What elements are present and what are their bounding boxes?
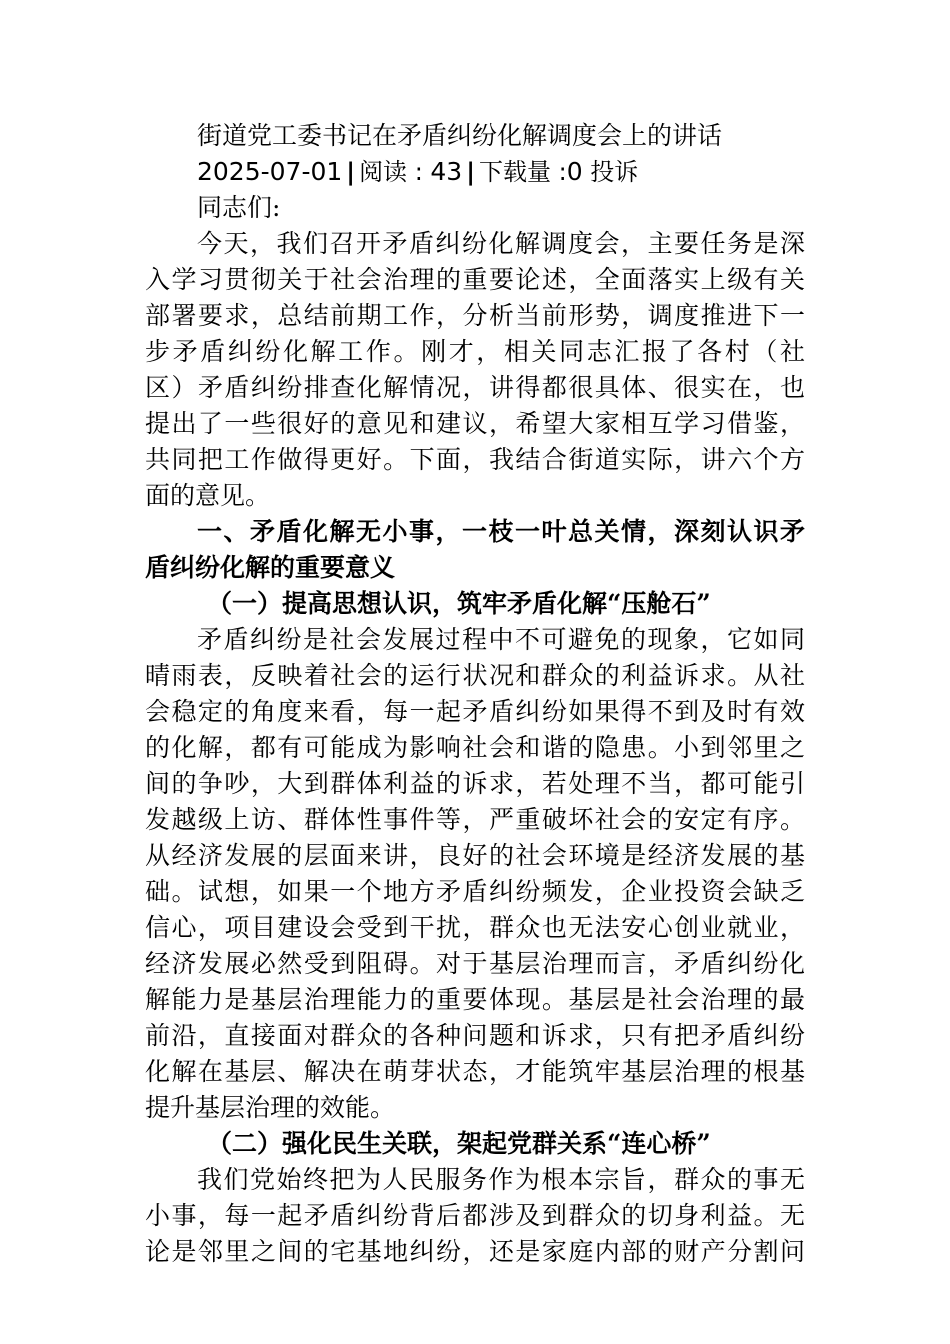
download-count: 0 — [566, 157, 583, 186]
read-count: 43 — [430, 157, 463, 186]
heading-line: 盾纠纷化解的重要意义 — [145, 553, 396, 582]
subsection-1-paragraph — [145, 622, 805, 1126]
read-label: 阅读 — [359, 158, 408, 186]
paragraph-line: 础。试想，如果一个地方矛盾纠纷频发，企业投资会缺乏 — [145, 877, 805, 906]
paragraph-line: 解能力是基层治理能力的重要体现。基层是社会治理的最 — [145, 985, 805, 1014]
paragraph-line: 论是邻里之间的宅基地纠纷，还是家庭内部的财产分割问 — [145, 1237, 805, 1266]
subsection-1-heading: （一）提高思想认识，筑牢矛盾化解“压舱石” — [207, 589, 711, 618]
paragraph-line: 的化解，都有可能成为影响社会和谐的隐患。小到邻里之 — [145, 733, 805, 762]
paragraph-line: 步矛盾纠纷化解工作。刚才，相关同志汇报了各村（社 — [145, 337, 805, 366]
paragraph-line: 共同把工作做得更好。下面，我结合街道实际，讲六个方 — [145, 445, 805, 474]
subsection-2-paragraph — [145, 1162, 805, 1270]
salutation: 同志们: — [197, 193, 281, 222]
document-meta: 2025-07-01 | 阅读 : 43 | 下载量 :0 投诉 — [197, 157, 639, 186]
paragraph-line: 面的意见。 — [145, 481, 271, 510]
heading-line: 一、矛盾化解无小事，一枝一叶总关情，深刻认识矛 — [197, 517, 805, 546]
paragraph-line: 小事，每一起矛盾纠纷背后都涉及到群众的切身利益。无 — [145, 1201, 805, 1230]
paragraph-line: 我们党始终把为人民服务作为根本宗旨，群众的事无 — [197, 1165, 805, 1194]
paragraph-line: 部署要求，总结前期工作，分析当前形势，调度推进下一 — [145, 301, 805, 330]
meta-separator: | — [346, 158, 356, 186]
paragraph-line: 会稳定的角度来看，每一起矛盾纠纷如果得不到及时有效 — [145, 697, 805, 726]
paragraph-line: 间的争吵，大到群体利益的诉求，若处理不当，都可能引 — [145, 769, 805, 798]
paragraph-line: 前沿，直接面对群众的各种问题和诉求，只有把矛盾纠纷 — [145, 1021, 805, 1050]
paragraph-line: 化解在基层、解决在萌芽状态，才能筑牢基层治理的根基 — [145, 1057, 805, 1086]
paragraph-line: 提升基层治理的效能。 — [145, 1093, 396, 1122]
publish-date: 2025-07-01 — [197, 157, 343, 186]
paragraph-line: 发越级上访、群体性事件等，严重破坏社会的安定有序。 — [145, 805, 805, 834]
paragraph-line: 区）矛盾纠纷排查化解情况，讲得都很具体、很实在，也 — [145, 373, 805, 402]
section-1-heading — [145, 514, 805, 586]
paragraph-line: 入学习贯彻关于社会治理的重要论述，全面落实上级有关 — [145, 265, 805, 294]
paragraph-line: 从经济发展的层面来讲，良好的社会环境是经济发展的基 — [145, 841, 805, 870]
document-title: 街道党工委书记在矛盾纠纷化解调度会上的讲话 — [197, 121, 723, 150]
download-label: 下载量 — [478, 158, 551, 186]
paragraph-line: 信心，项目建设会受到干扰，群众也无法安心创业就业， — [145, 913, 805, 942]
meta-separator: | — [466, 158, 475, 186]
paragraph-line: 晴雨表，反映着社会的运行状况和群众的利益诉求。从社 — [145, 661, 805, 690]
paragraph-line: 今天，我们召开矛盾纠纷化解调度会，主要任务是深 — [197, 229, 805, 258]
subsection-2-heading: （二）强化民生关联，架起党群关系“连心桥” — [207, 1129, 711, 1158]
intro-paragraph — [145, 226, 805, 514]
paragraph-line: 矛盾纠纷是社会发展过程中不可避免的现象，它如同 — [197, 625, 805, 654]
document-page — [145, 118, 805, 1270]
paragraph-line: 经济发展必然受到阻碍。对于基层治理而言，矛盾纠纷化 — [145, 949, 805, 978]
paragraph-line: 提出了一些很好的意见和建议，希望大家相互学习借鉴， — [145, 409, 805, 438]
complaint-link[interactable]: 投诉 — [590, 158, 639, 186]
